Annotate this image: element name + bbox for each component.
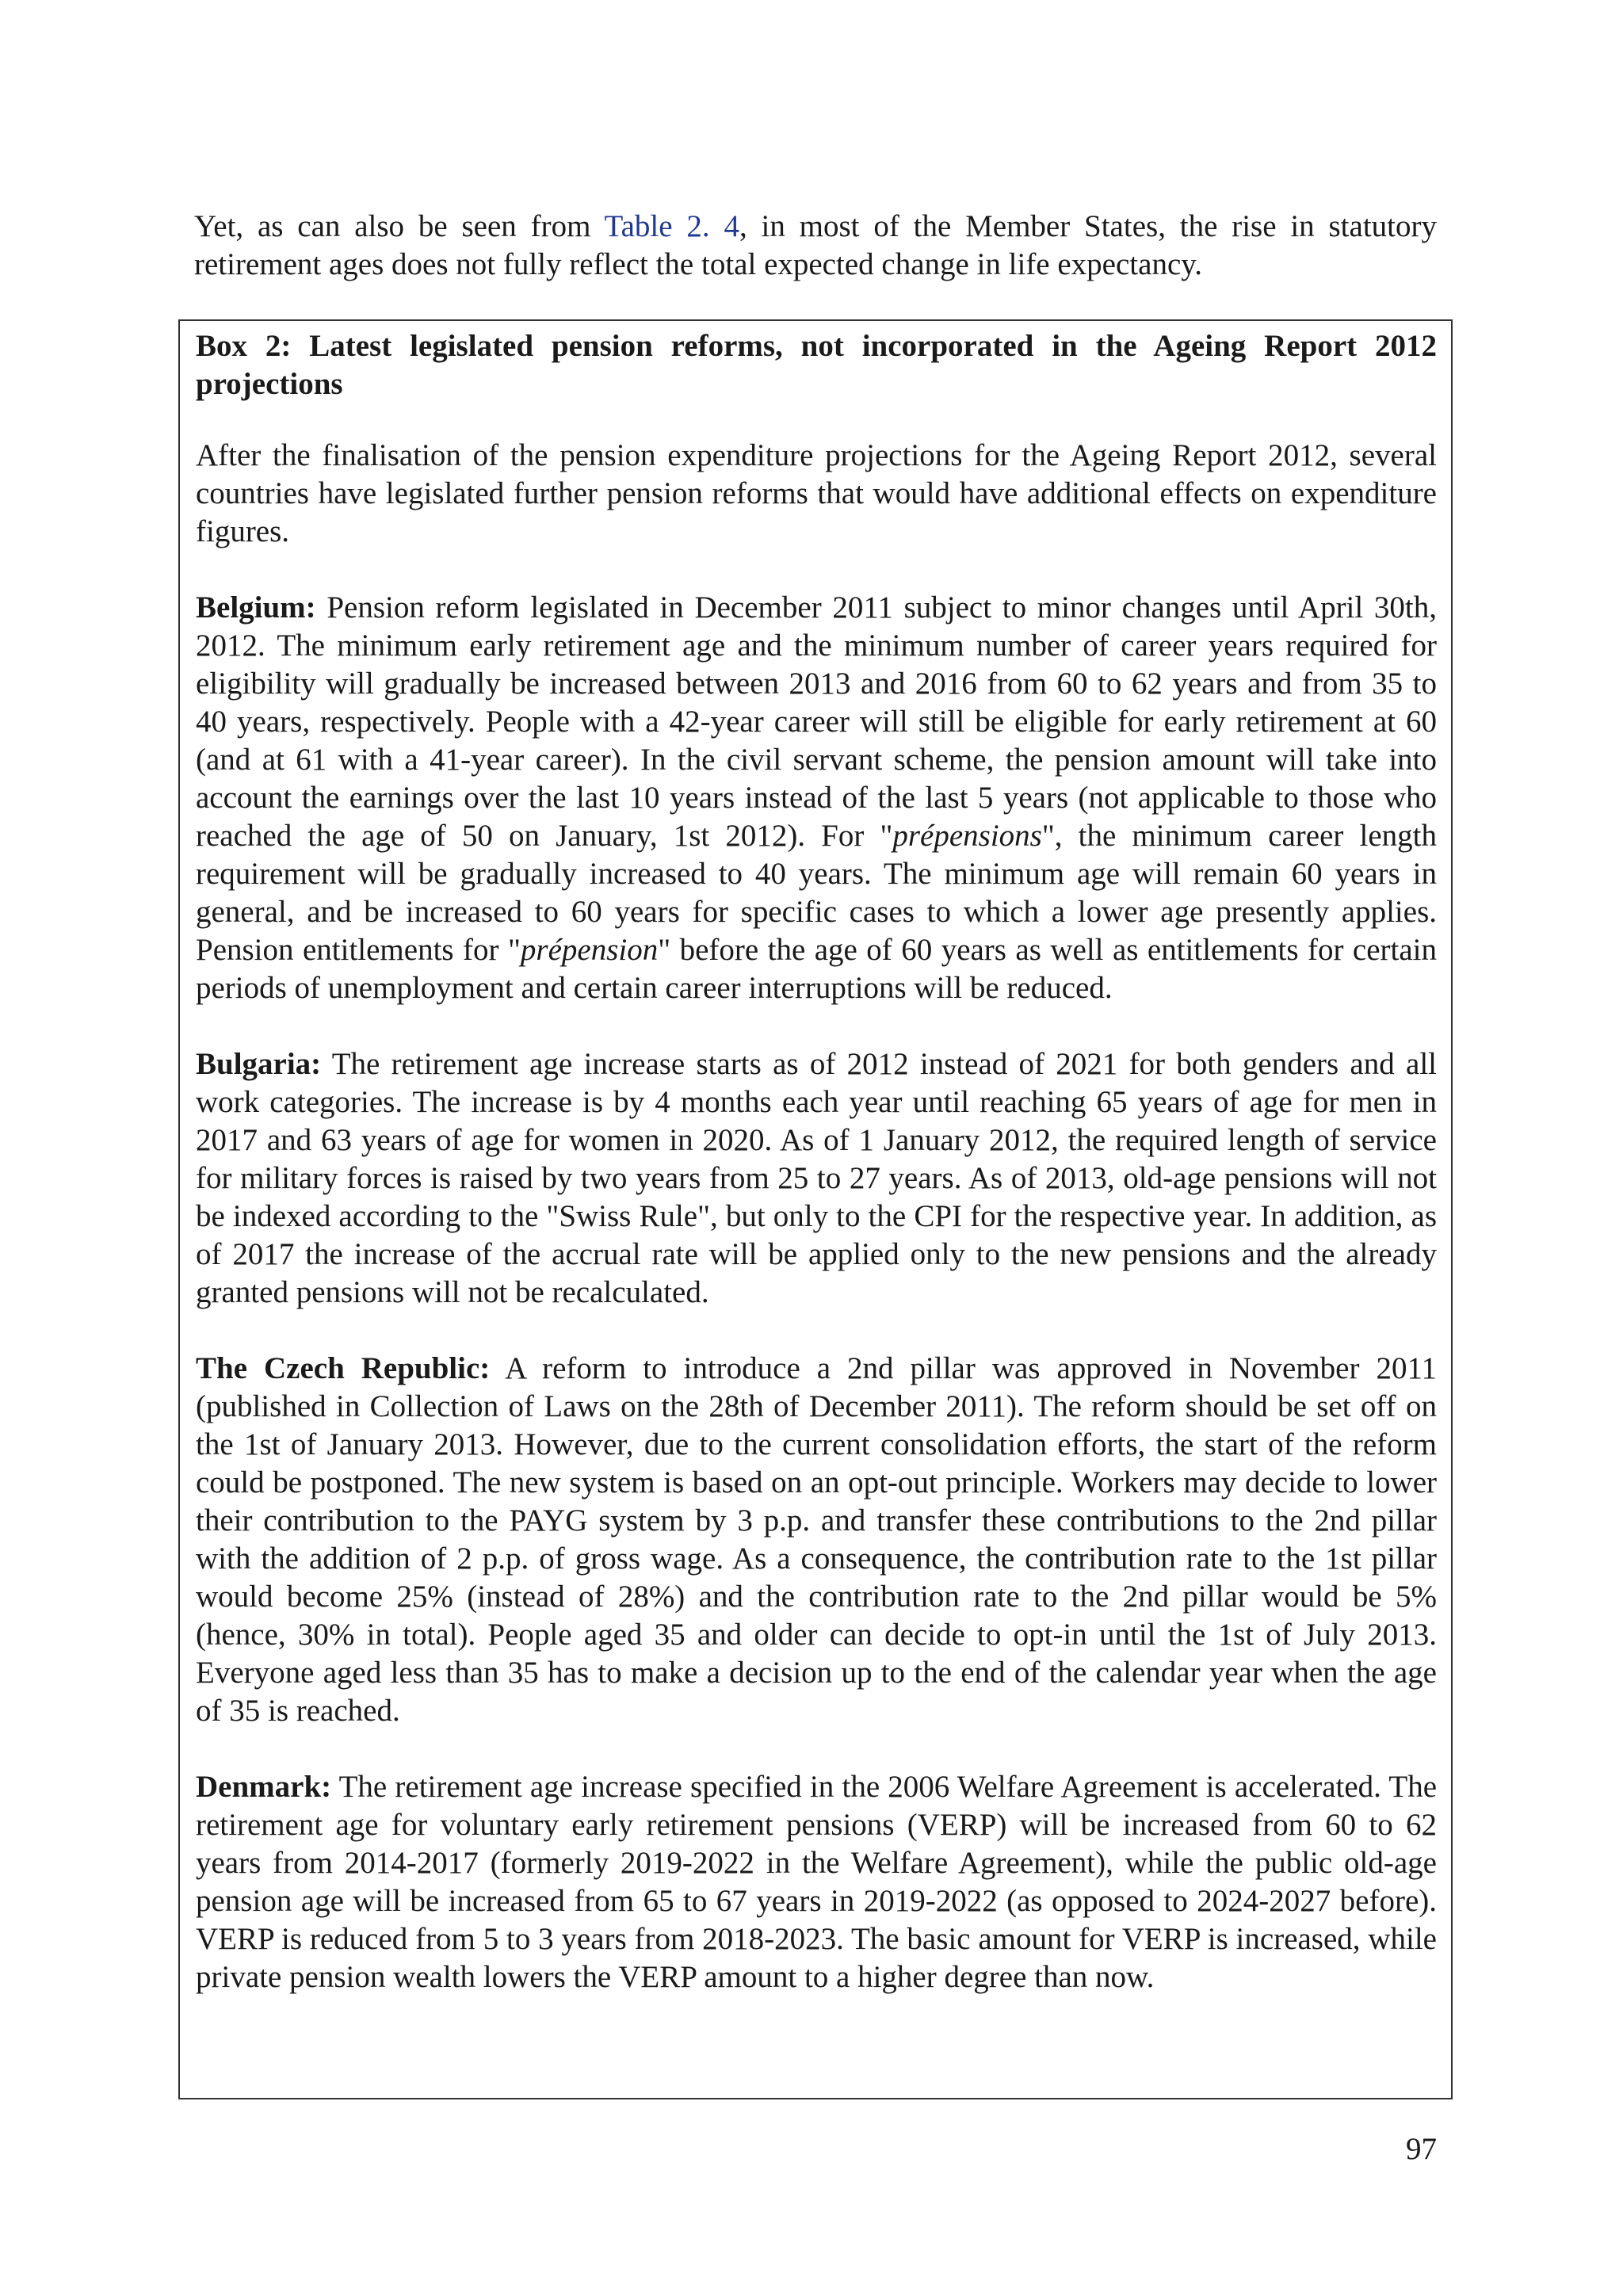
- denmark-label: Denmark:: [196, 1770, 332, 1804]
- bulgaria-paragraph: [196, 1045, 1437, 1312]
- denmark-text: The retirement age increase specified in the 2006 Welfare Agreement is accelerated. The retirement age for voluntary early retirement pensions (VERP) will be increased from 60 to 62 years from 2014-2017 (formerly 2019-2022 in the Welfare Agreement), while the public old-age pension age will be increased from 65 to 67 years in 2019-2022 (as opposed to 2024-2027 before). VERP is reduced from 5 to 3 years from 2018-2023. The basic amount for VERP is increased, while private pension wealth lowers the VERP amount to a higher degree than now.: [196, 1770, 1437, 1994]
- bulgaria-text: The retirement age increase starts as of 2012 instead of 2021 for both genders and all work categories. The increase is by 4 months each year until reaching 65 years of age for men in 2017 and 63 years of age for women in 2020. As of 1 January 2012, the required length of service for military forces is raised by two years from 25 to 27 years. As of 2013, old-age pensions will not be indexed according to the "Swiss Rule", but only to the CPI for the respective year. In addition, as of 2017 the increase of the accrual rate will be applied only to the new pensions and the already granted pensions will not be recalculated.: [196, 1047, 1437, 1309]
- belgium-italic-1: prépensions: [892, 819, 1042, 853]
- reform-box-content: [196, 327, 1437, 1996]
- czech-paragraph: [196, 1350, 1437, 1730]
- belgium-text-1: Pension reform legislated in December 2011 subject to minor changes until April 30th, 2012. The minimum early retirement age and the minimum number of career years required for eligibility will gradually be increased between 2013 and 2016 from 60 to 62 years and from 35 to 40 years, respectively. People with a 42-year career will still be eligible for early retirement at 60 (and at 61 with a 41-year career). In the civil servant scheme, the pension amount will take into account the earnings over the last 10 years instead of the last 5 years (not applicable to those who reached the age of 50 on January, 1st 2012). For ": [196, 590, 1437, 853]
- denmark-paragraph: [196, 1768, 1437, 1996]
- intro-text-start: Yet, as can also be seen from: [194, 209, 605, 243]
- czech-text: A reform to introduce a 2nd pillar was approved in November 2011 (published in Collection of Laws on the 28th of December 2011). The reform should be set off on the 1st of January 2013. However, due to the current consolidation efforts, the start of the reform could be postponed. The new system is based on an opt-out principle. Workers may decide to lower their contribution to the PAYG system by 3 p.p. and transfer these contributions to the 2nd pillar with the addition of 2 p.p. of gross wage. As a consequence, the contribution rate to the 1st pillar would become 25% (instead of 28%) and the contribution rate to the 2nd pillar would be 5% (hence, 30% in total). People aged 35 and older can decide to opt-in until the 1st of July 2013. Everyone aged less than 35 has to make a decision up to the end of the calendar year when the age of 35 is reached.: [196, 1351, 1438, 1728]
- page-number: 97: [1406, 2132, 1437, 2166]
- belgium-label: Belgium:: [196, 590, 316, 625]
- intro-paragraph: [194, 208, 1437, 284]
- reform-box: [178, 319, 1453, 2099]
- box-title: Box 2: Latest legislated pension reforms, not incorporated in the Ageing Report 2012 projections: [196, 329, 1437, 401]
- bulgaria-label: Bulgaria:: [196, 1047, 322, 1081]
- belgium-text-2: ", the minimum career length requirement will be gradually increased to 40 years. The minimum age will remain 60 years in general, and be increased to 60 years for specific cases to which a lower age presently applies. Pension entitlements for ": [196, 819, 1437, 967]
- belgium-paragraph: [196, 589, 1437, 1007]
- intro-text-end: , in most of the Member States, the rise in statutory retirement ages does not fully reflect the total expected change in life expectancy.: [194, 209, 1437, 281]
- belgium-italic-2: prépension: [520, 933, 659, 967]
- belgium-text-3: " before the age of 60 years as well as entitlements for certain periods of unemployment and certain career interruptions will be reduced.: [196, 933, 1437, 1005]
- czech-label: The Czech Republic:: [196, 1351, 491, 1385]
- table-reference-link[interactable]: Table 2. 4: [604, 209, 739, 243]
- box-intro-paragraph: After the finalisation of the pension expenditure projections for the Ageing Report 2012, several countries have legislated further pension reforms that would have additional effects on expenditure figures.: [196, 438, 1437, 548]
